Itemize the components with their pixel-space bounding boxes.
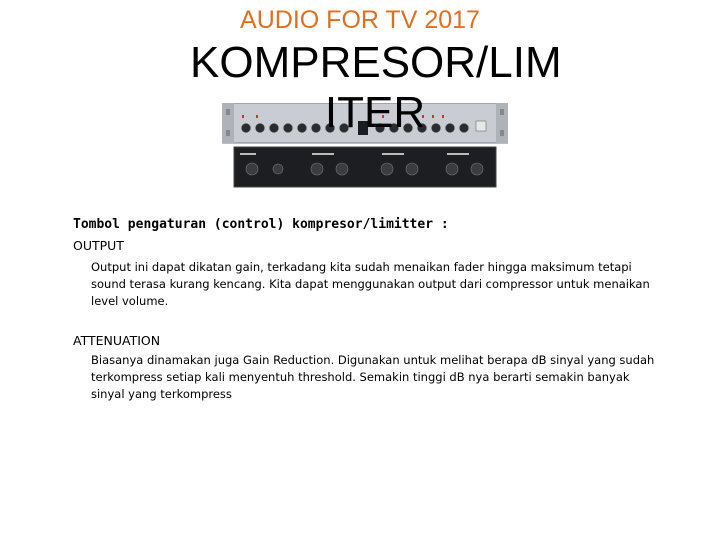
section-label-output: OUTPUT [73,238,124,253]
section-label-attenuation: ATTENUATION [73,333,161,348]
section-text-attenuation: Biasanya dinamakan juga Gain Reduction. Digunakan untuk melihat berapa dB sinyal yang sudah terkompress setiap kali menyentuh threshold. Semakin tinggi dB nya berarti semakin banyak sinyal yang terkompress [91,353,655,401]
title-line-2: ITER [324,88,426,137]
header-subtitle: AUDIO FOR TV 2017 [240,6,480,34]
page-title [190,38,560,138]
content-heading: Tombol pengaturan (control) kompresor/limitter : [73,217,449,232]
section-text-output: Output ini dapat dikatan gain, terkadang kita sudah menaikan fader hingga maksimum tetapi sound terasa kurang kencang. Kita dapat menggunakan output dari compressor untuk menaikan level volume. [91,260,650,308]
title-line-1: KOMPRESOR/LIM [190,38,562,87]
